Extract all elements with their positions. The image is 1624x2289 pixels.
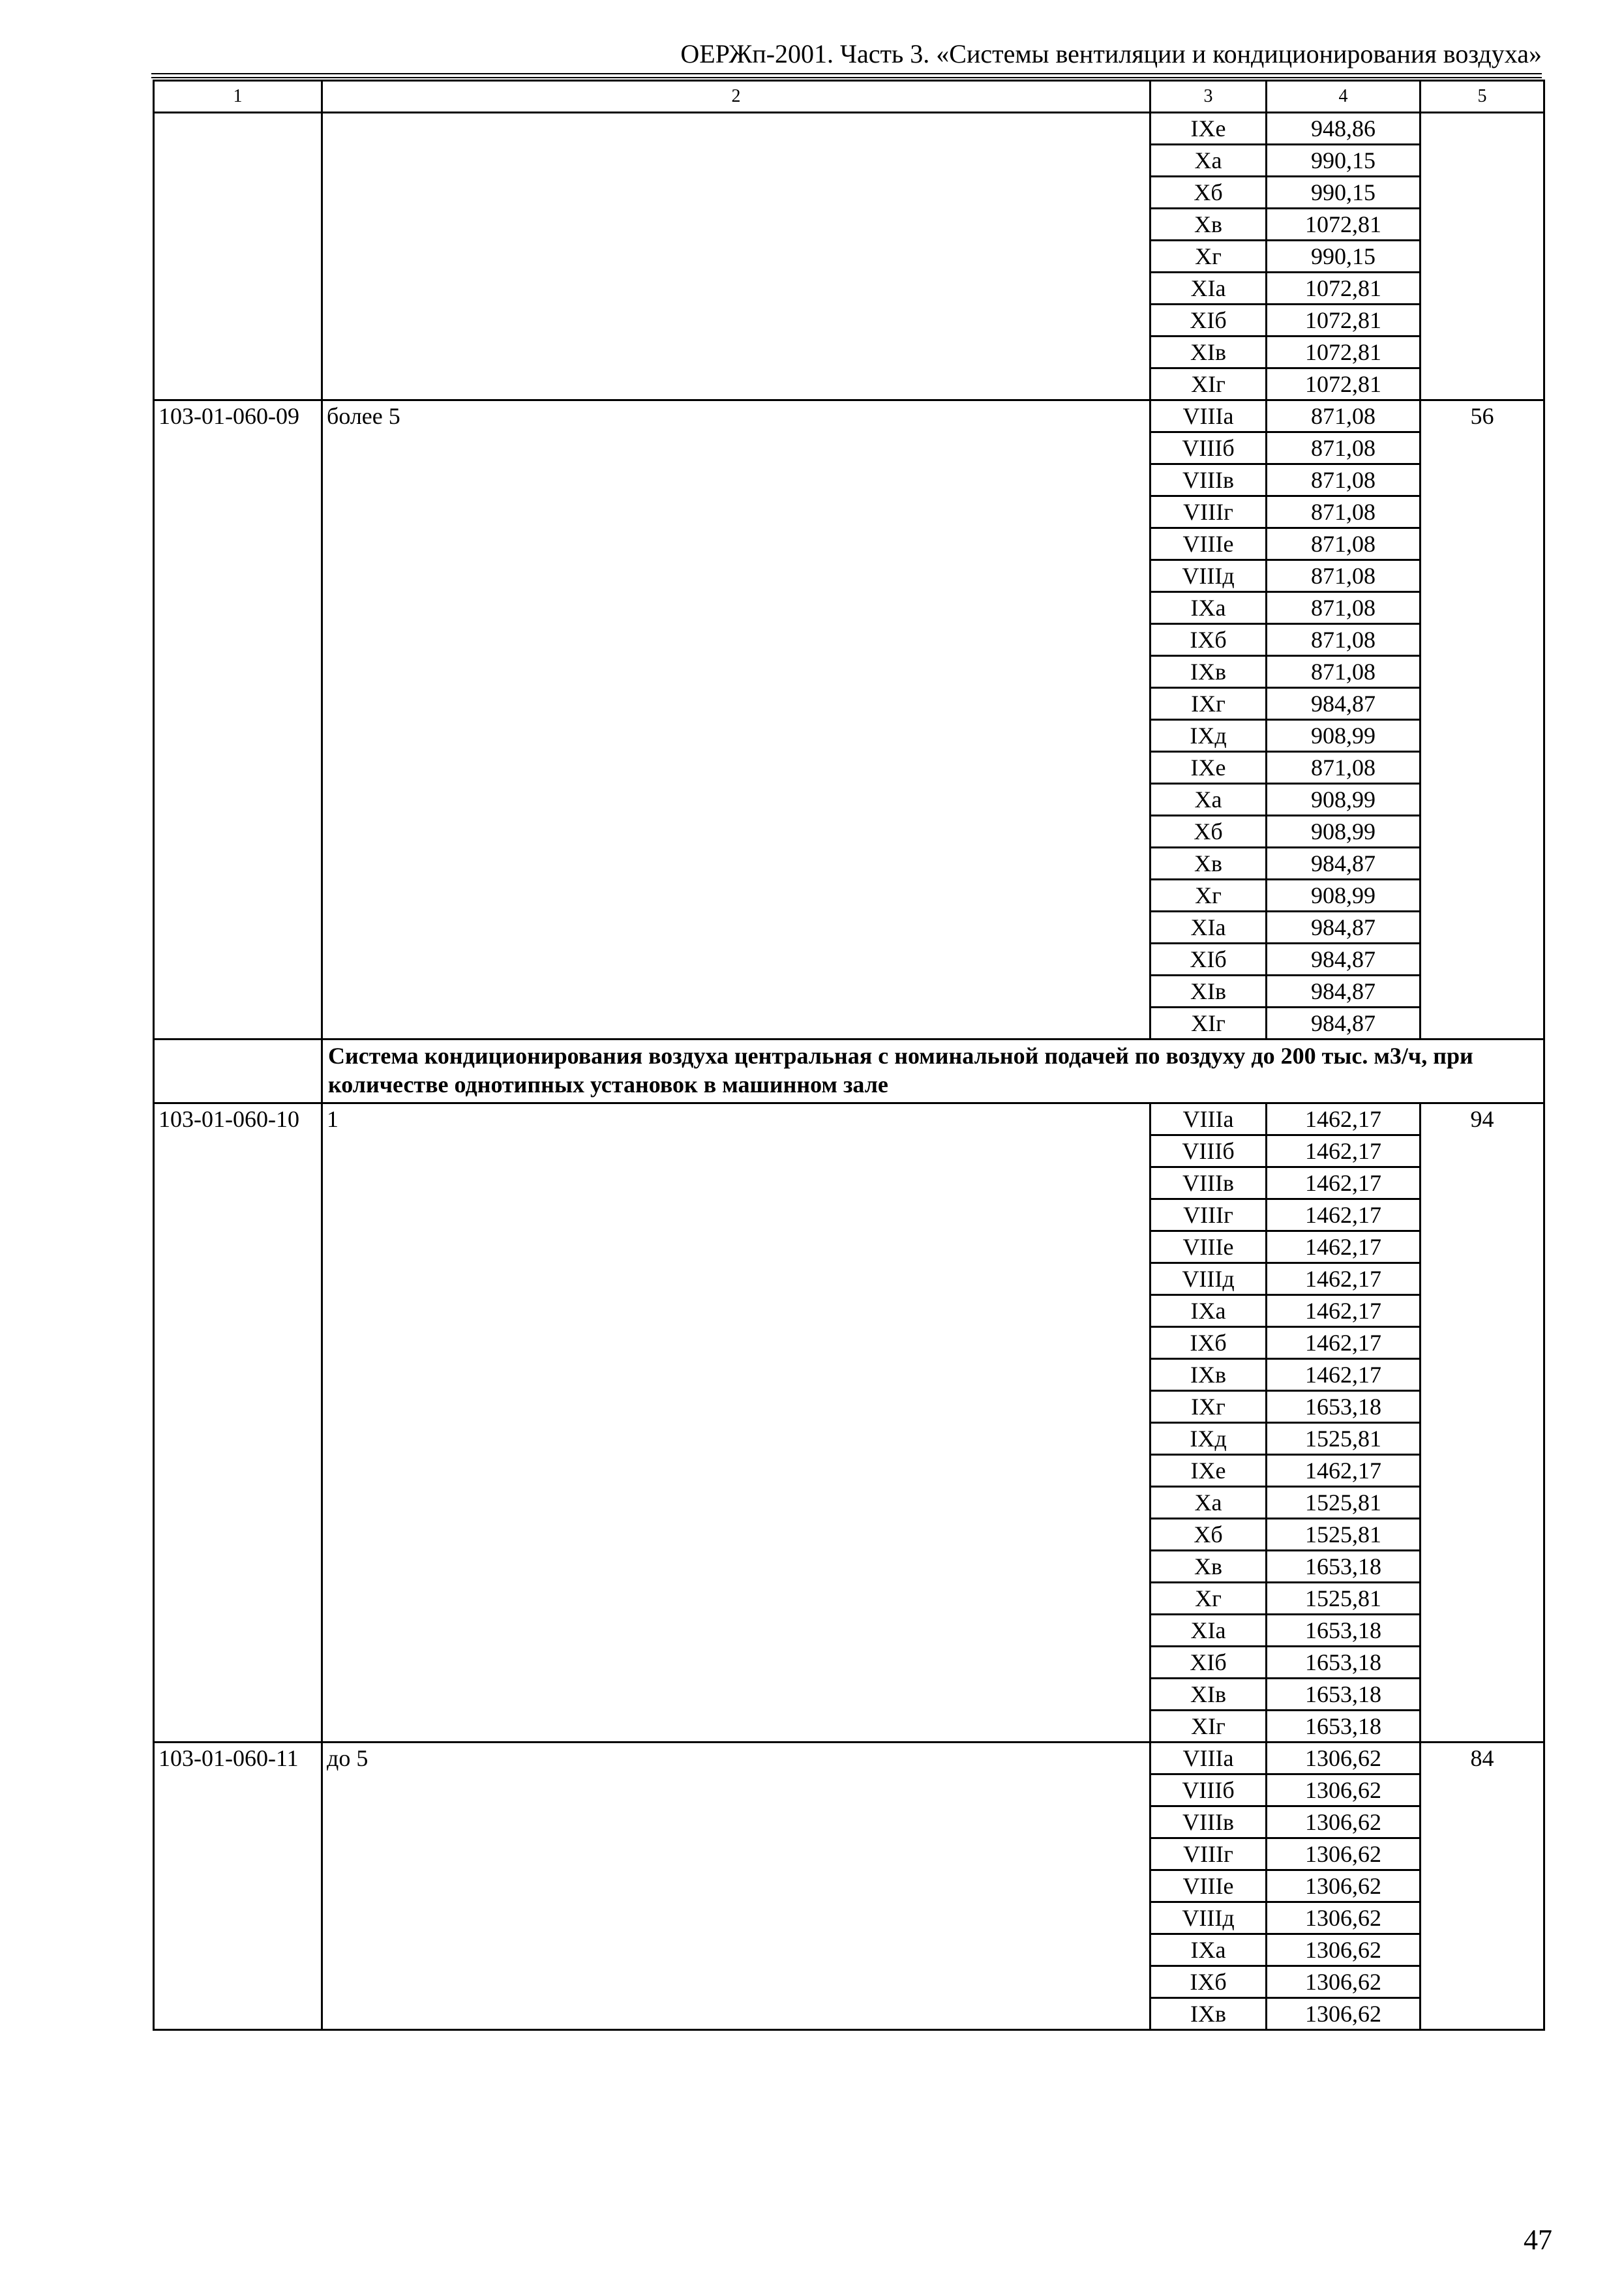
- rate-value: 1462,17: [1267, 1295, 1421, 1327]
- climate-zone: Xб: [1150, 816, 1267, 848]
- rate-value: 871,08: [1267, 560, 1421, 592]
- rate-description: 1: [322, 1103, 1150, 1743]
- climate-zone: VIIIа: [1150, 1743, 1267, 1774]
- rate-value: 1072,81: [1267, 209, 1421, 241]
- rate-value: 990,15: [1267, 145, 1421, 177]
- rate-note: 56: [1421, 400, 1544, 1040]
- climate-zone: XIв: [1150, 1679, 1267, 1711]
- rate-value: 1462,17: [1267, 1263, 1421, 1295]
- climate-zone: Xг: [1150, 880, 1267, 912]
- rate-value: 984,87: [1267, 1008, 1421, 1040]
- rate-value: 1072,81: [1267, 337, 1421, 368]
- rate-value: 1306,62: [1267, 1934, 1421, 1966]
- climate-zone: IXд: [1150, 720, 1267, 752]
- climate-zone: XIб: [1150, 944, 1267, 976]
- rate-value: 1653,18: [1267, 1679, 1421, 1711]
- climate-zone: VIIIв: [1150, 464, 1267, 496]
- table-row: [154, 1743, 1544, 1774]
- climate-zone: IXг: [1150, 1391, 1267, 1423]
- rate-value: 871,08: [1267, 496, 1421, 528]
- climate-zone: Xб: [1150, 177, 1267, 209]
- rate-value: 1306,62: [1267, 1806, 1421, 1838]
- climate-zone: IXв: [1150, 656, 1267, 688]
- climate-zone: IXе: [1150, 113, 1267, 145]
- rates-table: [153, 80, 1545, 2031]
- table-row: [154, 113, 1544, 145]
- climate-zone: IXв: [1150, 1359, 1267, 1391]
- rate-value: 990,15: [1267, 177, 1421, 209]
- climate-zone: Xв: [1150, 209, 1267, 241]
- climate-zone: VIIIв: [1150, 1167, 1267, 1199]
- rate-description: [322, 113, 1150, 400]
- rate-value: 1653,18: [1267, 1711, 1421, 1743]
- rate-value: 1462,17: [1267, 1135, 1421, 1167]
- column-number-1: 1: [154, 81, 322, 113]
- rate-code: 103-01-060-09: [154, 400, 322, 1040]
- rate-value: 1525,81: [1267, 1423, 1421, 1455]
- rate-value: 871,08: [1267, 464, 1421, 496]
- table-row: [154, 1103, 1544, 1135]
- rate-value: 871,08: [1267, 432, 1421, 464]
- rate-value: 1462,17: [1267, 1199, 1421, 1231]
- rate-value: 908,99: [1267, 816, 1421, 848]
- header-rule-top: [151, 73, 1542, 74]
- climate-zone: XIб: [1150, 305, 1267, 337]
- climate-zone: VIIIа: [1150, 400, 1267, 432]
- climate-zone: VIIIв: [1150, 1806, 1267, 1838]
- rate-value: 871,08: [1267, 752, 1421, 784]
- climate-zone: Xа: [1150, 1487, 1267, 1519]
- rate-value: 871,08: [1267, 592, 1421, 624]
- page-number: 47: [1524, 2224, 1552, 2256]
- climate-zone: Xв: [1150, 848, 1267, 880]
- climate-zone: Xг: [1150, 1583, 1267, 1615]
- climate-zone: IXа: [1150, 592, 1267, 624]
- climate-zone: IXе: [1150, 752, 1267, 784]
- rate-value: 1306,62: [1267, 1743, 1421, 1774]
- rate-value: 1306,62: [1267, 1998, 1421, 2030]
- rate-value: 1462,17: [1267, 1359, 1421, 1391]
- rate-value: 1306,62: [1267, 1774, 1421, 1806]
- climate-zone: VIIIе: [1150, 1870, 1267, 1902]
- column-number-3: 3: [1150, 81, 1267, 113]
- rate-value: 1072,81: [1267, 305, 1421, 337]
- section-heading-text: Система кондиционирования воздуха центральная с номинальной подачей по воздуху до 200 тыс. м3/ч, при количестве однотипных установок в машинном зале: [322, 1040, 1544, 1103]
- climate-zone: VIIIг: [1150, 1838, 1267, 1870]
- header-rule-bottom: [151, 77, 1542, 78]
- climate-zone: VIIIг: [1150, 496, 1267, 528]
- rate-value: 1306,62: [1267, 1838, 1421, 1870]
- rate-value: 1525,81: [1267, 1519, 1421, 1551]
- climate-zone: Xг: [1150, 241, 1267, 273]
- climate-zone: IXе: [1150, 1455, 1267, 1487]
- rate-value: 948,86: [1267, 113, 1421, 145]
- rate-value: 1525,81: [1267, 1583, 1421, 1615]
- climate-zone: IXг: [1150, 688, 1267, 720]
- rate-value: 1072,81: [1267, 368, 1421, 400]
- climate-zone: XIа: [1150, 273, 1267, 305]
- climate-zone: VIIIб: [1150, 1135, 1267, 1167]
- climate-zone: IXб: [1150, 1966, 1267, 1998]
- climate-zone: VIIIд: [1150, 560, 1267, 592]
- climate-zone: XIг: [1150, 1008, 1267, 1040]
- climate-zone: VIIIб: [1150, 1774, 1267, 1806]
- climate-zone: XIв: [1150, 976, 1267, 1008]
- section-heading-row: [154, 1040, 1544, 1103]
- rate-value: 1306,62: [1267, 1902, 1421, 1934]
- rate-value: 908,99: [1267, 784, 1421, 816]
- climate-zone: VIIIд: [1150, 1263, 1267, 1295]
- rate-value: 1653,18: [1267, 1647, 1421, 1679]
- rate-code: 103-01-060-11: [154, 1743, 322, 2030]
- climate-zone: Xв: [1150, 1551, 1267, 1583]
- rate-code: 103-01-060-10: [154, 1103, 322, 1743]
- climate-zone: XIб: [1150, 1647, 1267, 1679]
- rate-value: 1462,17: [1267, 1231, 1421, 1263]
- rate-value: 984,87: [1267, 944, 1421, 976]
- climate-zone: VIIIе: [1150, 528, 1267, 560]
- climate-zone: IXб: [1150, 1327, 1267, 1359]
- rate-note: [1421, 113, 1544, 400]
- rate-description: более 5: [322, 400, 1150, 1040]
- rate-value: 871,08: [1267, 528, 1421, 560]
- climate-zone: IXа: [1150, 1934, 1267, 1966]
- climate-zone: IXв: [1150, 1998, 1267, 2030]
- rate-code: [154, 113, 322, 400]
- rate-value: 1462,17: [1267, 1167, 1421, 1199]
- rate-value: 1462,17: [1267, 1327, 1421, 1359]
- climate-zone: VIIIе: [1150, 1231, 1267, 1263]
- column-number-5: 5: [1421, 81, 1544, 113]
- rate-value: 1653,18: [1267, 1391, 1421, 1423]
- climate-zone: XIг: [1150, 1711, 1267, 1743]
- column-number-2: 2: [322, 81, 1150, 113]
- rate-value: 984,87: [1267, 976, 1421, 1008]
- climate-zone: XIв: [1150, 337, 1267, 368]
- rate-value: 871,08: [1267, 624, 1421, 656]
- rates-table-body: [154, 81, 1544, 2030]
- climate-zone: XIг: [1150, 368, 1267, 400]
- rate-value: 1072,81: [1267, 273, 1421, 305]
- rate-value: 984,87: [1267, 848, 1421, 880]
- rate-value: 984,87: [1267, 688, 1421, 720]
- rate-value: 1653,18: [1267, 1551, 1421, 1583]
- climate-zone: XIа: [1150, 1615, 1267, 1647]
- rate-value: 1462,17: [1267, 1455, 1421, 1487]
- rate-note: 84: [1421, 1743, 1544, 2030]
- climate-zone: Xа: [1150, 784, 1267, 816]
- climate-zone: VIIIд: [1150, 1902, 1267, 1934]
- rate-description: до 5: [322, 1743, 1150, 2030]
- climate-zone: VIIIа: [1150, 1103, 1267, 1135]
- climate-zone: VIIIг: [1150, 1199, 1267, 1231]
- column-number-row: [154, 81, 1544, 113]
- section-code-cell: [154, 1040, 322, 1103]
- climate-zone: Xа: [1150, 145, 1267, 177]
- rate-value: 984,87: [1267, 912, 1421, 944]
- rate-value: 908,99: [1267, 720, 1421, 752]
- page-header-title: ОЕРЖп-2001. Часть 3. «Системы вентиляции и кондиционирования воздуха»: [680, 39, 1542, 68]
- climate-zone: VIIIб: [1150, 432, 1267, 464]
- column-number-4: 4: [1267, 81, 1421, 113]
- rate-note: 94: [1421, 1103, 1544, 1743]
- rate-value: 1306,62: [1267, 1870, 1421, 1902]
- climate-zone: IXа: [1150, 1295, 1267, 1327]
- rate-value: 908,99: [1267, 880, 1421, 912]
- rate-value: 1462,17: [1267, 1103, 1421, 1135]
- rate-value: 1653,18: [1267, 1615, 1421, 1647]
- climate-zone: Xб: [1150, 1519, 1267, 1551]
- rate-value: 1306,62: [1267, 1966, 1421, 1998]
- climate-zone: IXд: [1150, 1423, 1267, 1455]
- rate-value: 990,15: [1267, 241, 1421, 273]
- climate-zone: IXб: [1150, 624, 1267, 656]
- rate-value: 871,08: [1267, 656, 1421, 688]
- table-row: [154, 400, 1544, 432]
- rate-value: 1525,81: [1267, 1487, 1421, 1519]
- rate-value: 871,08: [1267, 400, 1421, 432]
- climate-zone: XIа: [1150, 912, 1267, 944]
